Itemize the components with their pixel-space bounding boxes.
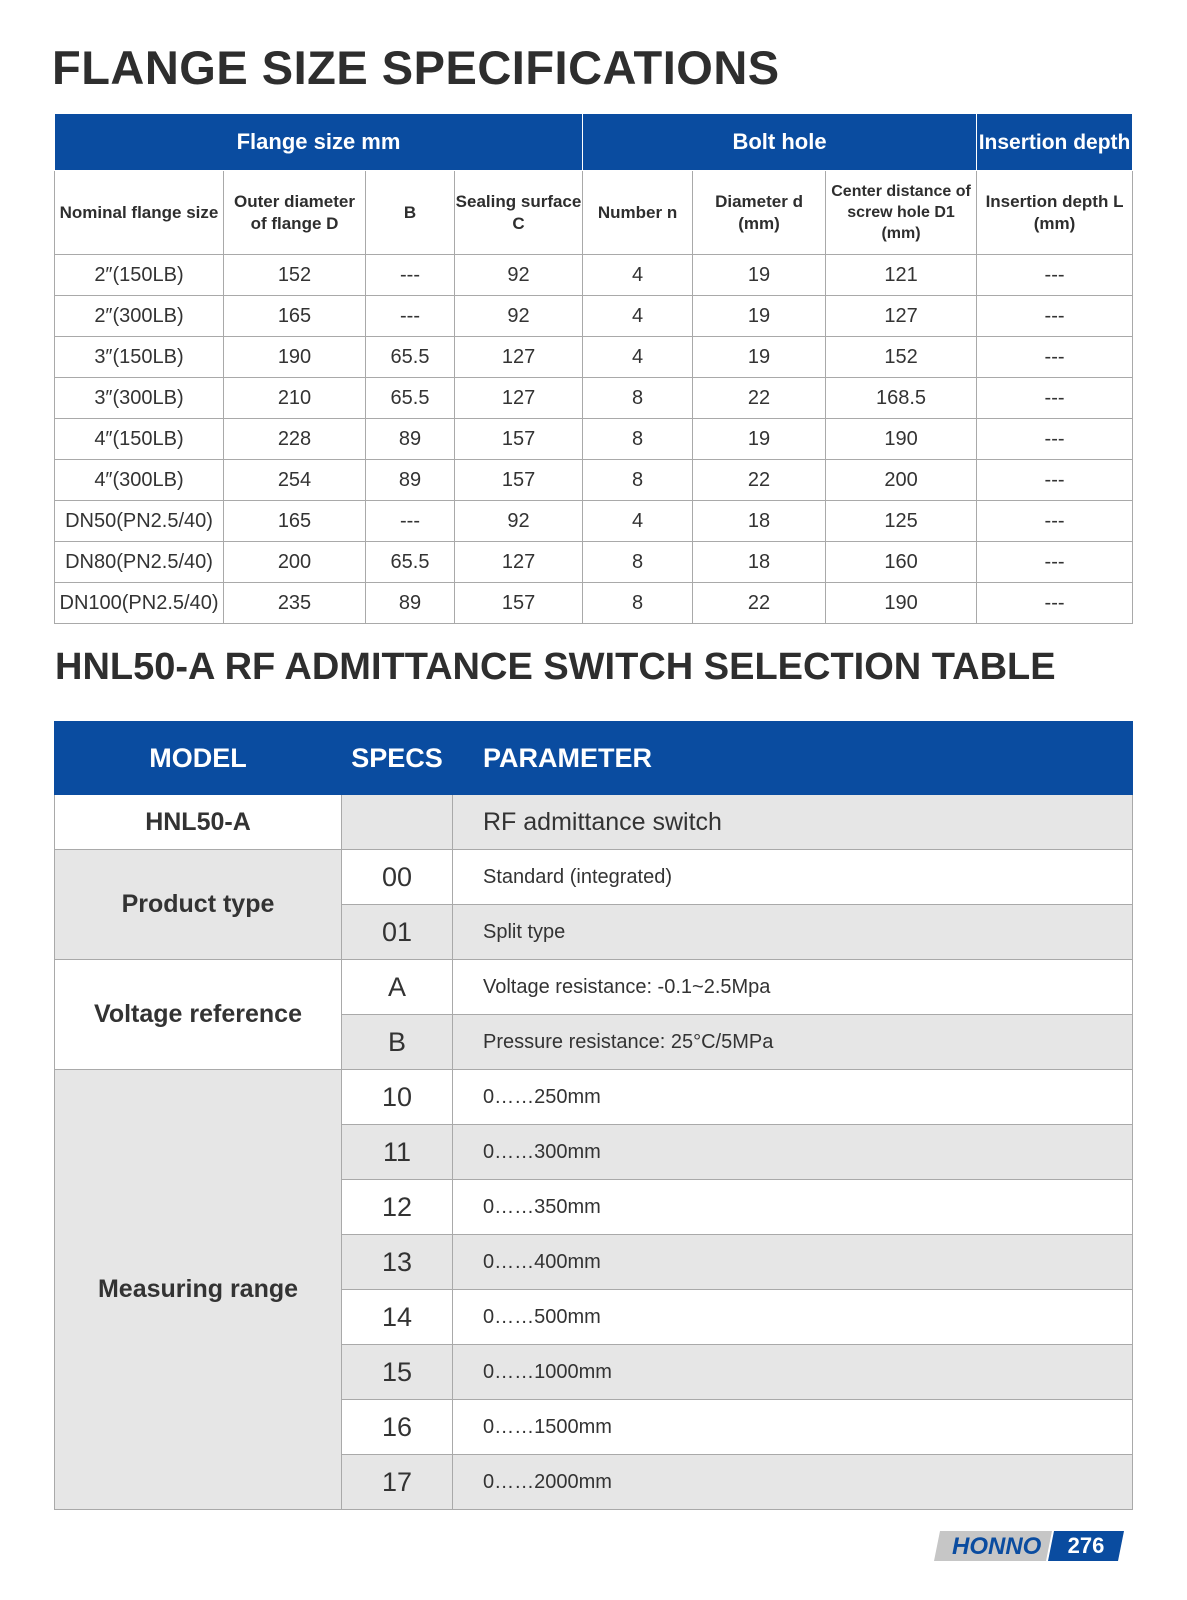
table-cell: 19 — [693, 296, 826, 337]
table-cell: 89 — [366, 460, 455, 501]
table-cell: 65.5 — [366, 378, 455, 419]
parameter-text: 0……400mm — [453, 1235, 1133, 1290]
table-cell: 8 — [583, 583, 693, 624]
table-cell: 152 — [224, 255, 366, 296]
table-cell: 190 — [826, 583, 977, 624]
table-row — [55, 255, 1133, 296]
table-cell: 254 — [224, 460, 366, 501]
selection-table-title: HNL50-A RF ADMITTANCE SWITCH SELECTION TABLE — [55, 646, 1056, 688]
table-cell: --- — [977, 542, 1133, 583]
table-cell: 200 — [224, 542, 366, 583]
table-cell: 127 — [455, 337, 583, 378]
table-cell: --- — [977, 583, 1133, 624]
spec-code: 11 — [342, 1125, 453, 1180]
table-cell: 2″(300LB) — [55, 296, 224, 337]
table-cell: 3″(150LB) — [55, 337, 224, 378]
parameter-text: 0……1500mm — [453, 1400, 1133, 1455]
parameter-text: Pressure resistance: 25°C/5MPa — [453, 1015, 1133, 1070]
group-header-flange-size: Flange size mm — [55, 114, 583, 171]
group-label: Product type — [55, 850, 342, 960]
column-header: B — [366, 171, 455, 255]
table-cell: 2″(150LB) — [55, 255, 224, 296]
table-cell: 65.5 — [366, 337, 455, 378]
parameter-text: 0……350mm — [453, 1180, 1133, 1235]
table-cell: --- — [977, 337, 1133, 378]
table-cell: DN80(PN2.5/40) — [55, 542, 224, 583]
selection-table — [54, 721, 1133, 1510]
parameter-header: PARAMETER — [453, 722, 1133, 795]
table-row — [55, 419, 1133, 460]
spec-code: 12 — [342, 1180, 453, 1235]
table-cell: --- — [977, 460, 1133, 501]
table-cell: --- — [977, 255, 1133, 296]
group-header-bolt-hole: Bolt hole — [583, 114, 977, 171]
selection-row — [55, 850, 1133, 905]
parameter-text: 0……1000mm — [453, 1345, 1133, 1400]
table-cell: 235 — [224, 583, 366, 624]
table-cell: 210 — [224, 378, 366, 419]
table-cell: 228 — [224, 419, 366, 460]
table-cell: 127 — [826, 296, 977, 337]
table-cell: --- — [977, 296, 1133, 337]
model-parameter: RF admittance switch — [453, 795, 1133, 850]
table-cell: 165 — [224, 296, 366, 337]
column-header: Diameter d (mm) — [693, 171, 826, 255]
table-cell: 19 — [693, 255, 826, 296]
table-cell: 125 — [826, 501, 977, 542]
parameter-text: 0……300mm — [453, 1125, 1133, 1180]
table-cell: 168.5 — [826, 378, 977, 419]
flange-size-table — [54, 114, 1133, 624]
table-cell: 19 — [693, 419, 826, 460]
table-cell: 92 — [455, 501, 583, 542]
table-cell: 22 — [693, 460, 826, 501]
column-header: Outer diameter of flange D — [224, 171, 366, 255]
table-cell: 22 — [693, 583, 826, 624]
spec-code: 14 — [342, 1290, 453, 1345]
table-cell: 18 — [693, 501, 826, 542]
table-cell: 92 — [455, 255, 583, 296]
column-header: Nominal flange size — [55, 171, 224, 255]
spec-code: B — [342, 1015, 453, 1070]
table-row — [55, 501, 1133, 542]
flange-table-title: FLANGE SIZE SPECIFICATIONS — [52, 41, 780, 94]
table-cell: 4 — [583, 255, 693, 296]
table-cell: 127 — [455, 378, 583, 419]
group-label: Voltage reference — [55, 960, 342, 1070]
table-cell: 22 — [693, 378, 826, 419]
table-cell: 4 — [583, 296, 693, 337]
table-cell: 157 — [455, 583, 583, 624]
column-header: Number n — [583, 171, 693, 255]
table-cell: 190 — [224, 337, 366, 378]
table-row — [55, 378, 1133, 419]
parameter-text: 0……500mm — [453, 1290, 1133, 1345]
spec-code: 10 — [342, 1070, 453, 1125]
model-row — [55, 795, 1133, 850]
spec-code: 01 — [342, 905, 453, 960]
table-cell: 190 — [826, 419, 977, 460]
spec-code: 17 — [342, 1455, 453, 1510]
table-cell: 152 — [826, 337, 977, 378]
spec-code: A — [342, 960, 453, 1015]
spec-code: 16 — [342, 1400, 453, 1455]
selection-row — [55, 1070, 1133, 1125]
table-cell: 200 — [826, 460, 977, 501]
parameter-text: Voltage resistance: -0.1~2.5Mpa — [453, 960, 1133, 1015]
table-cell: --- — [977, 419, 1133, 460]
table-cell: DN50(PN2.5/40) — [55, 501, 224, 542]
table-cell: 8 — [583, 419, 693, 460]
table-cell: --- — [366, 501, 455, 542]
specs-header: SPECS — [342, 722, 453, 795]
table-cell: 18 — [693, 542, 826, 583]
table-cell: 8 — [583, 542, 693, 583]
table-cell: 19 — [693, 337, 826, 378]
table-cell: 157 — [455, 419, 583, 460]
table-row — [55, 542, 1133, 583]
column-header: Center distance of screw hole D1 (mm) — [826, 171, 977, 255]
table-cell: 121 — [826, 255, 977, 296]
table-row — [55, 460, 1133, 501]
table-cell: --- — [366, 255, 455, 296]
column-header: Sealing surface C — [455, 171, 583, 255]
spec-code: 13 — [342, 1235, 453, 1290]
model-name: HNL50-A — [55, 795, 342, 850]
model-header: MODEL — [55, 722, 342, 795]
spec-code: 00 — [342, 850, 453, 905]
table-cell: 8 — [583, 460, 693, 501]
table-row — [55, 583, 1133, 624]
selection-row — [55, 960, 1133, 1015]
table-row — [55, 296, 1133, 337]
table-cell: DN100(PN2.5/40) — [55, 583, 224, 624]
table-cell: 89 — [366, 419, 455, 460]
table-cell: 127 — [455, 542, 583, 583]
table-cell: --- — [977, 501, 1133, 542]
column-header: Insertion depth L (mm) — [977, 171, 1133, 255]
table-cell: 65.5 — [366, 542, 455, 583]
table-cell: 92 — [455, 296, 583, 337]
brand-logo: HONNO — [952, 1533, 1042, 1560]
parameter-text: Split type — [453, 905, 1133, 960]
table-cell: 4 — [583, 337, 693, 378]
table-cell: 157 — [455, 460, 583, 501]
group-header-insertion-depth: Insertion depth — [977, 114, 1133, 171]
table-cell: 3″(300LB) — [55, 378, 224, 419]
table-cell: 165 — [224, 501, 366, 542]
table-cell: 4 — [583, 501, 693, 542]
model-spec — [342, 795, 453, 850]
group-label: Measuring range — [55, 1070, 342, 1510]
parameter-text: 0……250mm — [453, 1070, 1133, 1125]
table-cell: 4″(150LB) — [55, 419, 224, 460]
table-cell: 4″(300LB) — [55, 460, 224, 501]
table-row — [55, 337, 1133, 378]
spec-code: 15 — [342, 1345, 453, 1400]
table-cell: 89 — [366, 583, 455, 624]
table-cell: --- — [977, 378, 1133, 419]
table-cell: 8 — [583, 378, 693, 419]
parameter-text: Standard (integrated) — [453, 850, 1133, 905]
page-footer — [934, 1531, 1124, 1561]
page-number: 276 — [1067, 1533, 1105, 1558]
table-cell: --- — [366, 296, 455, 337]
table-cell: 160 — [826, 542, 977, 583]
parameter-text: 0……2000mm — [453, 1455, 1133, 1510]
